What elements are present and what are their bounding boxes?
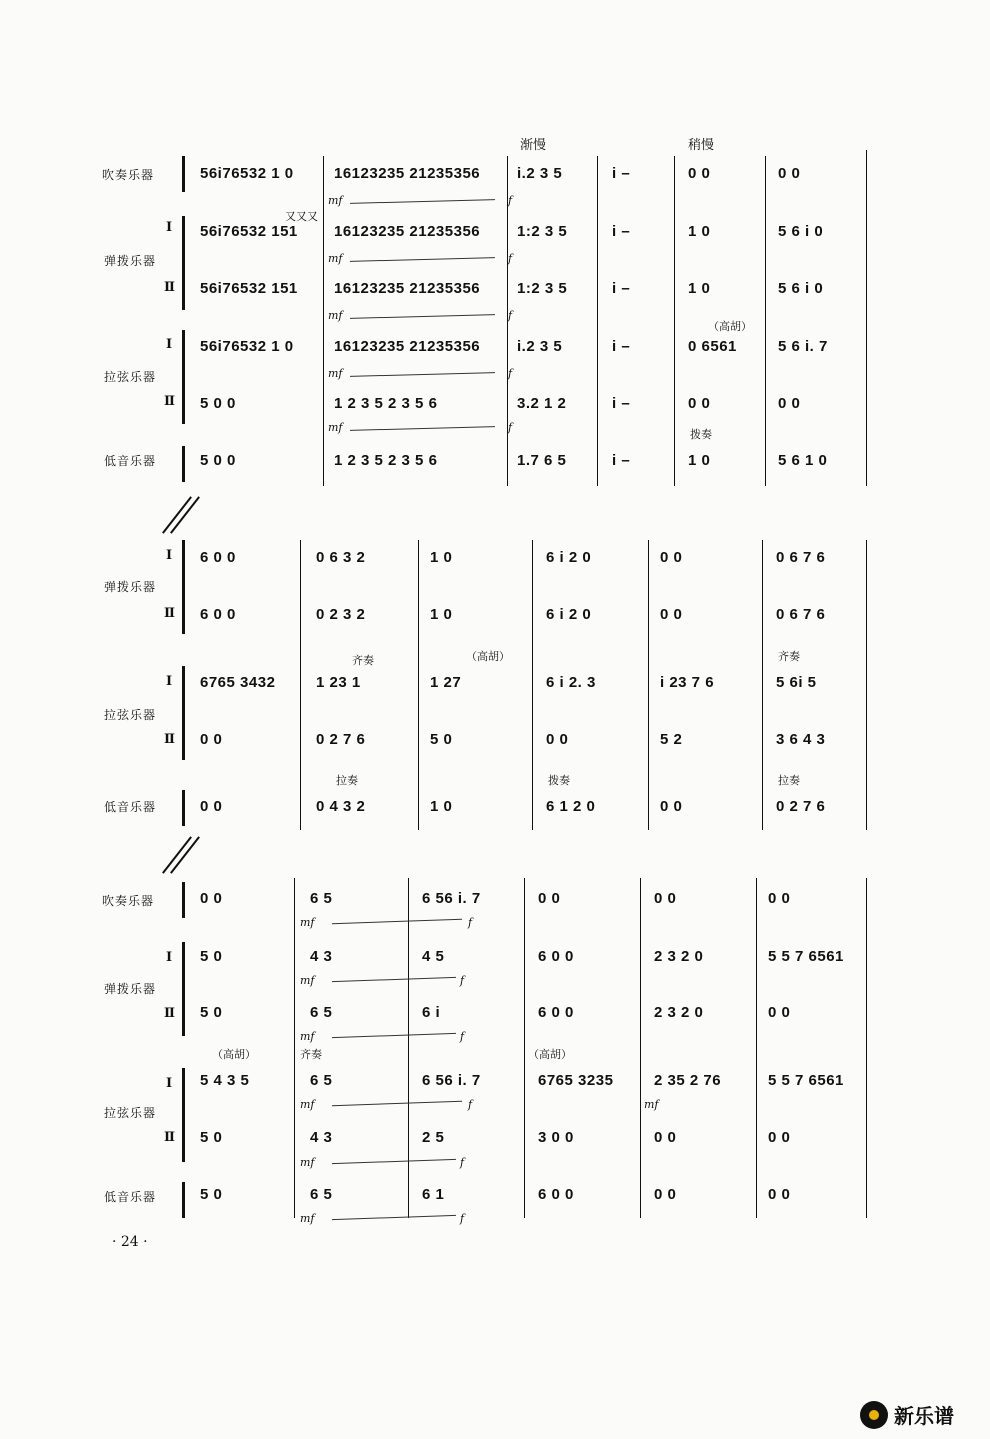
notes-s2-r5-m5: 0 0 (660, 798, 683, 815)
notes-s3-r4-m1: 5 4 3 5 (200, 1072, 250, 1089)
notes-s2-r1-m1: 6 0 0 (200, 549, 236, 566)
notes-s3-r2-m1: 5 0 (200, 948, 223, 965)
notes-s3-r6-m3: 6 1 (422, 1186, 445, 1203)
dynamic-mf: mf (328, 421, 343, 434)
notes-s2-r2-m1: 6 0 0 (200, 606, 236, 623)
notes-s2-r2-m2: 0 2 3 2 (316, 606, 366, 623)
dynamic-f: f (508, 421, 513, 434)
staff-bracket (182, 156, 185, 192)
notes-s1-r5-m5: 0 0 (688, 395, 711, 412)
barline (765, 156, 766, 486)
label-wind: 吹奏乐器 (102, 894, 155, 908)
barline (418, 540, 419, 830)
notes-s2-r1-m2: 0 6 3 2 (316, 549, 366, 566)
dynamic-mf: mf (644, 1098, 659, 1111)
dynamic-f: f (508, 367, 513, 380)
notes-s3-r5-m5: 0 0 (654, 1129, 677, 1146)
annotation-qizou: 齐奏 (778, 650, 800, 663)
notes-s3-r3-m5: 2 3 2 0 (654, 1004, 704, 1021)
label-bowed: 拉弦乐器 (104, 708, 157, 722)
notes-s3-r5-m1: 5 0 (200, 1129, 223, 1146)
label-plucked: 弹拨乐器 (104, 580, 157, 594)
staff-bracket (182, 942, 185, 1036)
crescendo-hairpin (350, 426, 495, 431)
part-two: Ⅱ (164, 280, 175, 295)
dynamic-f: f (508, 252, 513, 265)
part-one: I (166, 220, 173, 235)
notes-s1-r6-m4: i – (612, 452, 631, 469)
part-two: Ⅱ (164, 606, 175, 621)
notes-s2-r2-m5: 0 0 (660, 606, 683, 623)
dynamic-mf: mf (300, 1212, 315, 1225)
notes-s1-r2-m2: 16123235 21235356 (334, 223, 481, 240)
notes-s3-r2-m4: 6 0 0 (538, 948, 574, 965)
notes-s3-r3-m6: 0 0 (768, 1004, 791, 1021)
notes-s1-r1-m2: 16123235 21235356 (334, 165, 481, 182)
part-two: Ⅱ (164, 1006, 175, 1021)
annotation-lazou: 拉奏 (778, 774, 800, 787)
dynamic-mf: mf (328, 367, 343, 380)
notes-s1-r4-m3: i.2 3 5 (517, 338, 563, 355)
notes-s1-r4-m2: 16123235 21235356 (334, 338, 481, 355)
notes-s1-r5-m2: 1 2 3 5 2 3 5 6 (334, 395, 438, 412)
notes-s1-r6-m6: 5 6 1 0 (778, 452, 828, 469)
crescendo-hairpin (350, 314, 495, 319)
notes-s2-r5-m6: 0 2 7 6 (776, 798, 826, 815)
part-one: I (166, 950, 173, 965)
notes-s1-r2-m4: i – (612, 223, 631, 240)
barline (532, 540, 533, 830)
dynamic-mf: mf (300, 974, 315, 987)
notes-s1-r2-m3: 1:2 3 5 (517, 223, 568, 240)
notes-s3-r4-m6: 5 5 7 6561 (768, 1072, 844, 1089)
notes-s1-r2-m6: 5 6 i 0 (778, 223, 824, 240)
dynamic-f: f (468, 1098, 473, 1111)
dynamic-mf: mf (328, 252, 343, 265)
staff-bracket (182, 1182, 185, 1218)
notes-s1-r3-m2: 16123235 21235356 (334, 280, 481, 297)
crescendo-hairpin (350, 372, 495, 377)
annotation-gaohu: （高胡） (212, 1048, 256, 1061)
label-plucked: 弹拨乐器 (104, 982, 157, 996)
notes-s2-r3-m5: i 23 7 6 (660, 674, 715, 691)
dynamic-f: f (468, 916, 473, 929)
notes-s2-r3-m1: 6765 3432 (200, 674, 276, 691)
notes-s3-r4-m4: 6765 3235 (538, 1072, 614, 1089)
notes-s2-r4-m5: 5 2 (660, 731, 683, 748)
barline (866, 540, 867, 830)
label-bowed: 拉弦乐器 (104, 370, 157, 384)
dynamic-f: f (460, 1212, 465, 1225)
notes-s3-r5-m6: 0 0 (768, 1129, 791, 1146)
dynamic-f: f (508, 309, 513, 322)
notes-s3-r6-m4: 6 0 0 (538, 1186, 574, 1203)
barline (674, 156, 675, 486)
notes-s3-r5-m3: 2 5 (422, 1129, 445, 1146)
part-two: Ⅱ (164, 394, 175, 409)
notes-s2-r1-m5: 0 0 (660, 549, 683, 566)
notes-s3-r1-m2: 6 5 (310, 890, 333, 907)
annotation-qizou: 齐奏 (352, 654, 374, 667)
notes-s1-r5-m4: i – (612, 395, 631, 412)
notes-s1-r3-m3: 1:2 3 5 (517, 280, 568, 297)
tremolo-mark: 又又又 (285, 210, 318, 223)
notes-s3-r1-m4: 0 0 (538, 890, 561, 907)
barline (762, 540, 763, 830)
notes-s1-r3-m5: 1 0 (688, 280, 711, 297)
part-one: I (166, 548, 173, 563)
notes-s1-r2-m5: 1 0 (688, 223, 711, 240)
notes-s3-r3-m3: 6 i (422, 1004, 441, 1021)
notes-s3-r2-m3: 4 5 (422, 948, 445, 965)
staff-bracket (182, 216, 185, 310)
notes-s2-r3-m4: 6 i 2. 3 (546, 674, 596, 691)
notes-s2-r4-m2: 0 2 7 6 (316, 731, 366, 748)
notes-s3-r6-m2: 6 5 (310, 1186, 333, 1203)
staff-bracket (182, 1068, 185, 1162)
annotation-bozou: 拨奏 (548, 774, 570, 787)
notes-s1-r5-m1: 5 0 0 (200, 395, 236, 412)
notes-s2-r5-m1: 0 0 (200, 798, 223, 815)
system-separator (162, 836, 192, 873)
notes-s1-r5-m6: 0 0 (778, 395, 801, 412)
notes-s3-r3-m4: 6 0 0 (538, 1004, 574, 1021)
notes-s1-r1-m3: i.2 3 5 (517, 165, 563, 182)
barline (323, 156, 324, 486)
notes-s1-r4-m6: 5 6 i. 7 (778, 338, 828, 355)
notes-s1-r3-m6: 5 6 i 0 (778, 280, 824, 297)
notes-s2-r3-m3: 1 27 (430, 674, 462, 691)
notes-s2-r1-m6: 0 6 7 6 (776, 549, 826, 566)
notes-s1-r6-m5: 1 0 (688, 452, 711, 469)
crescendo-hairpin (332, 1215, 456, 1220)
staff-bracket (182, 540, 185, 634)
notes-s3-r5-m4: 3 0 0 (538, 1129, 574, 1146)
dynamic-f: f (460, 1030, 465, 1043)
crescendo-hairpin (350, 257, 495, 262)
notes-s2-r2-m3: 1 0 (430, 606, 453, 623)
staff-bracket (182, 790, 185, 826)
notes-s2-r3-m6: 5 6i 5 (776, 674, 817, 691)
dynamic-mf: mf (300, 1030, 315, 1043)
notes-s1-r4-m5: 0 6561 (688, 338, 737, 355)
annotation-gaohu: （高胡） (708, 320, 752, 333)
notes-s2-r2-m4: 6 i 2 0 (546, 606, 592, 623)
staff-bracket (182, 446, 185, 482)
crescendo-hairpin (332, 1033, 456, 1038)
notes-s2-r5-m4: 6 1 2 0 (546, 798, 596, 815)
dynamic-mf: mf (300, 1098, 315, 1111)
barline (524, 878, 525, 1218)
notes-s3-r4-m2: 6 5 (310, 1072, 333, 1089)
annotation-lazou: 拉奏 (336, 774, 358, 787)
staff-bracket (182, 666, 185, 760)
notes-s2-r4-m3: 5 0 (430, 731, 453, 748)
annotation-gaohu: （高胡） (528, 1048, 572, 1061)
notes-s3-r2-m2: 4 3 (310, 948, 333, 965)
notes-s1-r2-m1: 56i76532 151 (200, 223, 298, 240)
notes-s2-r1-m4: 6 i 2 0 (546, 549, 592, 566)
staff-bracket (182, 882, 185, 918)
notes-s3-r1-m1: 0 0 (200, 890, 223, 907)
notes-s1-r6-m1: 5 0 0 (200, 452, 236, 469)
annotation-bozou: 拨奏 (690, 428, 712, 441)
notes-s2-r3-m2: 1 23 1 (316, 674, 361, 691)
notes-s1-r5-m3: 3.2 1 2 (517, 395, 567, 412)
notes-s3-r2-m5: 2 3 2 0 (654, 948, 704, 965)
label-plucked: 弹拨乐器 (104, 254, 157, 268)
notes-s2-r1-m3: 1 0 (430, 549, 453, 566)
barline (866, 878, 867, 1218)
notes-s3-r3-m1: 5 0 (200, 1004, 223, 1021)
system-separator (162, 496, 192, 533)
notes-s1-r1-m1: 56i76532 1 0 (200, 165, 294, 182)
dynamic-f: f (460, 974, 465, 987)
crescendo-hairpin (332, 1159, 456, 1164)
label-bass: 低音乐器 (104, 800, 157, 814)
dynamic-mf: mf (328, 309, 343, 322)
part-one: I (166, 1076, 173, 1091)
notes-s3-r4-m5: 2 35 2 76 (654, 1072, 722, 1089)
notes-s1-r1-m6: 0 0 (778, 165, 801, 182)
dynamic-mf: mf (300, 916, 315, 929)
barline (597, 156, 598, 486)
notes-s1-r4-m4: i – (612, 338, 631, 355)
notes-s2-r2-m6: 0 6 7 6 (776, 606, 826, 623)
crescendo-hairpin (332, 919, 462, 925)
page-number: · 24 · (112, 1234, 148, 1250)
label-wind: 吹奏乐器 (102, 168, 155, 182)
notes-s1-r3-m4: i – (612, 280, 631, 297)
label-bass: 低音乐器 (104, 1190, 157, 1204)
dynamic-f: f (460, 1156, 465, 1169)
notes-s1-r1-m4: i – (612, 165, 631, 182)
notes-s2-r4-m1: 0 0 (200, 731, 223, 748)
label-bass: 低音乐器 (104, 454, 157, 468)
notes-s3-r5-m2: 4 3 (310, 1129, 333, 1146)
notes-s1-r1-m5: 0 0 (688, 165, 711, 182)
notes-s2-r5-m2: 0 4 3 2 (316, 798, 366, 815)
barline (756, 878, 757, 1218)
notes-s3-r6-m1: 5 0 (200, 1186, 223, 1203)
notes-s3-r1-m5: 0 0 (654, 890, 677, 907)
annotation-qizou: 齐奏 (300, 1048, 322, 1061)
notes-s1-r4-m1: 56i76532 1 0 (200, 338, 294, 355)
part-one: I (166, 337, 173, 352)
notes-s3-r1-m3: 6 56 i. 7 (422, 890, 481, 907)
notes-s2-r4-m4: 0 0 (546, 731, 569, 748)
barline (408, 878, 409, 1218)
crescendo-hairpin (332, 1101, 462, 1107)
dynamic-f: f (508, 194, 513, 207)
dynamic-mf: mf (300, 1156, 315, 1169)
notes-s3-r1-m6: 0 0 (768, 890, 791, 907)
notes-s1-r6-m3: 1.7 6 5 (517, 452, 567, 469)
dynamic-mf: mf (328, 194, 343, 207)
part-one: I (166, 674, 173, 689)
part-two: Ⅱ (164, 732, 175, 747)
notes-s2-r5-m3: 1 0 (430, 798, 453, 815)
barline (300, 540, 301, 830)
tempo-mark-2: 稍慢 (688, 138, 715, 153)
crescendo-hairpin (332, 977, 456, 982)
part-two: Ⅱ (164, 1130, 175, 1145)
barline (294, 878, 295, 1218)
record-disc-icon (860, 1401, 888, 1429)
label-bowed: 拉弦乐器 (104, 1106, 157, 1120)
notes-s3-r4-m3: 6 56 i. 7 (422, 1072, 481, 1089)
notes-s3-r2-m6: 5 5 7 6561 (768, 948, 844, 965)
notes-s1-r3-m1: 56i76532 151 (200, 280, 298, 297)
staff-bracket (182, 330, 185, 424)
logo-text: 新乐谱 (894, 1404, 954, 1428)
annotation-gaohu: （高胡） (466, 650, 510, 663)
notes-s2-r4-m6: 3 6 4 3 (776, 731, 826, 748)
barline (648, 540, 649, 830)
barline (866, 150, 867, 486)
notes-s3-r6-m5: 0 0 (654, 1186, 677, 1203)
notes-s1-r6-m2: 1 2 3 5 2 3 5 6 (334, 452, 438, 469)
site-logo[interactable] (860, 1400, 954, 1429)
notes-s3-r3-m2: 6 5 (310, 1004, 333, 1021)
notes-s3-r6-m6: 0 0 (768, 1186, 791, 1203)
barline (640, 878, 641, 1218)
crescendo-hairpin (350, 199, 495, 204)
tempo-mark-1: 渐慢 (520, 138, 547, 153)
